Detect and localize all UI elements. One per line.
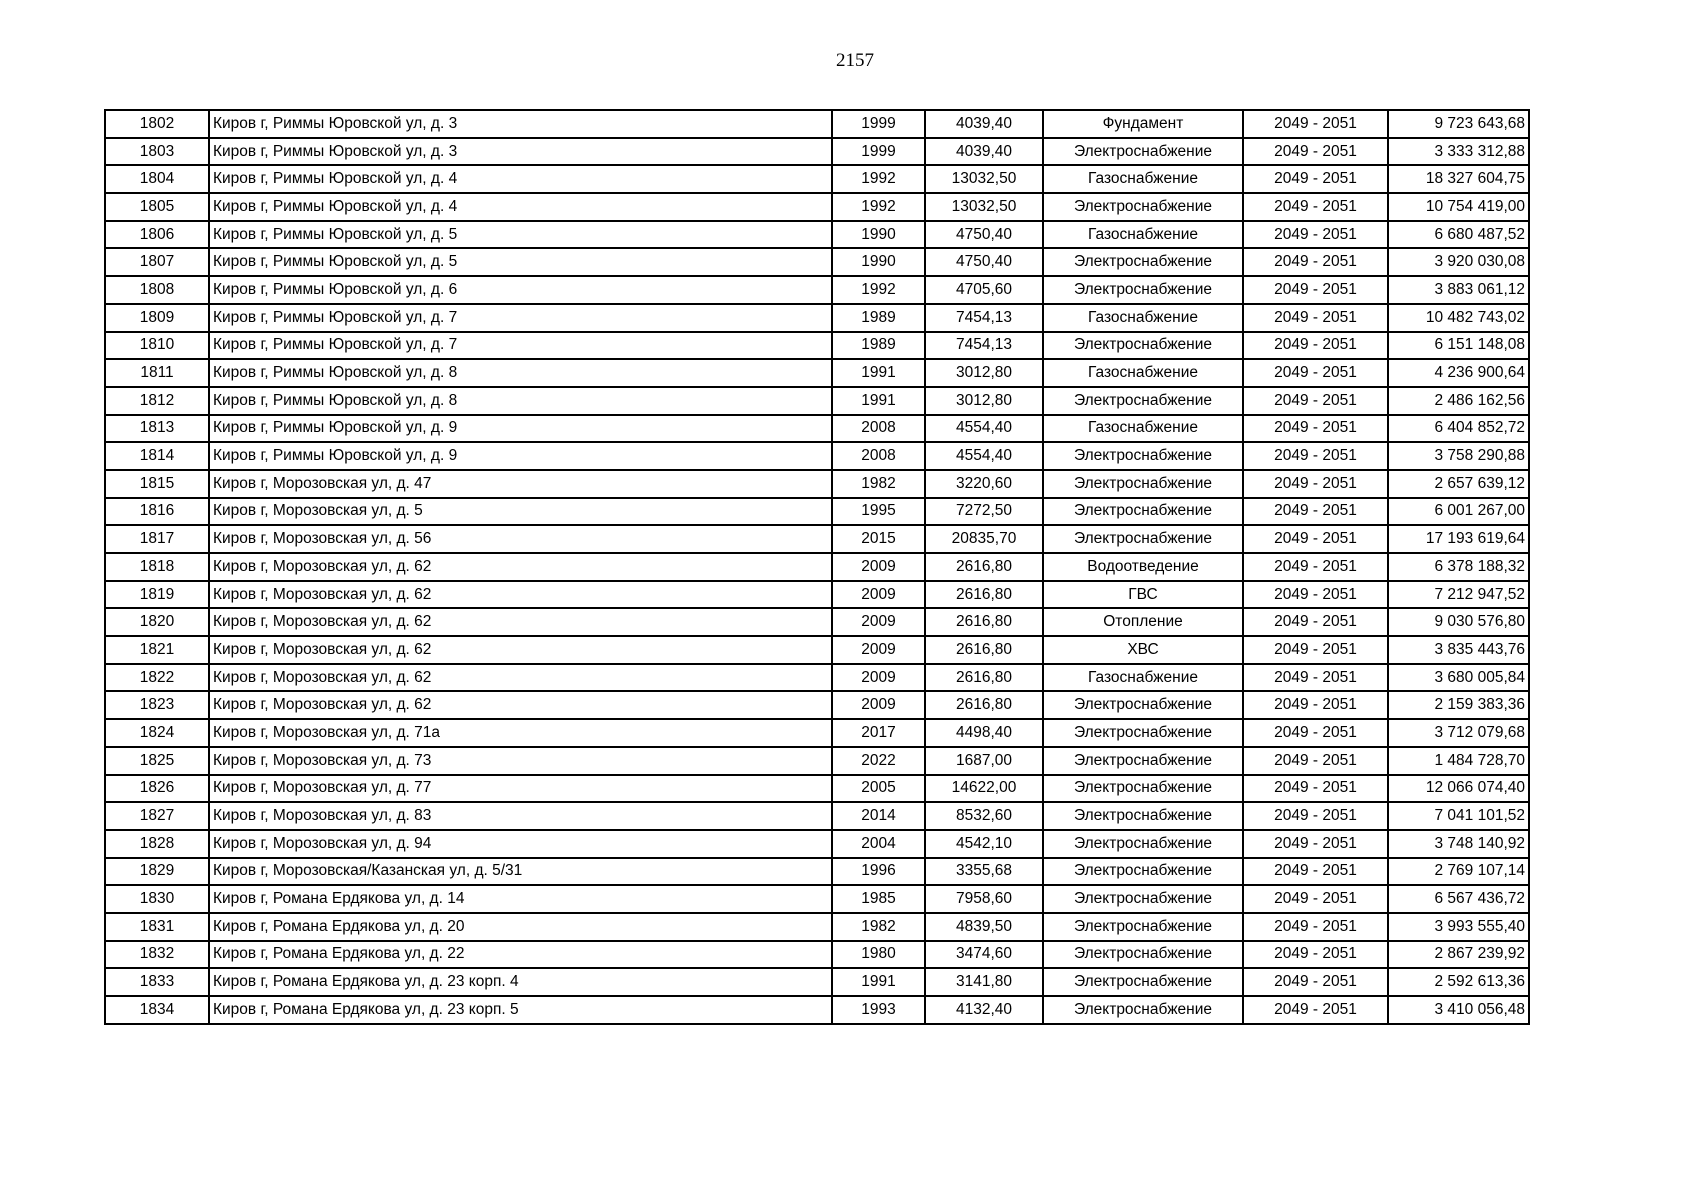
cost-cell: 6 680 487,52 xyxy=(1388,221,1529,249)
table-row xyxy=(105,193,1529,221)
area-cell: 14622,00 xyxy=(925,775,1043,803)
cost-cell: 3 410 056,48 xyxy=(1388,996,1529,1024)
area-cell: 2616,80 xyxy=(925,636,1043,664)
address-cell: Киров г, Морозовская ул, д. 94 xyxy=(209,830,832,858)
year-cell: 1982 xyxy=(832,913,925,941)
address-cell: Киров г, Морозовская ул, д. 62 xyxy=(209,581,832,609)
row-number: 1802 xyxy=(105,110,209,138)
table-row xyxy=(105,664,1529,692)
work-type-cell: Газоснабжение xyxy=(1043,359,1243,387)
row-number: 1805 xyxy=(105,193,209,221)
address-cell: Киров г, Морозовская ул, д. 47 xyxy=(209,470,832,498)
row-number: 1809 xyxy=(105,304,209,332)
cost-cell: 3 883 061,12 xyxy=(1388,276,1529,304)
table-row xyxy=(105,608,1529,636)
cost-cell: 2 159 383,36 xyxy=(1388,691,1529,719)
table-row xyxy=(105,359,1529,387)
work-type-cell: Электроснабжение xyxy=(1043,996,1243,1024)
row-number: 1815 xyxy=(105,470,209,498)
period-cell: 2049 - 2051 xyxy=(1243,248,1388,276)
area-cell: 2616,80 xyxy=(925,664,1043,692)
address-cell: Киров г, Риммы Юровской ул, д. 3 xyxy=(209,138,832,166)
year-cell: 1999 xyxy=(832,110,925,138)
cost-cell: 12 066 074,40 xyxy=(1388,775,1529,803)
row-number: 1808 xyxy=(105,276,209,304)
address-cell: Киров г, Романа Ердякова ул, д. 14 xyxy=(209,885,832,913)
area-cell: 4498,40 xyxy=(925,719,1043,747)
period-cell: 2049 - 2051 xyxy=(1243,415,1388,443)
cost-cell: 7 041 101,52 xyxy=(1388,802,1529,830)
row-number: 1813 xyxy=(105,415,209,443)
period-cell: 2049 - 2051 xyxy=(1243,359,1388,387)
period-cell: 2049 - 2051 xyxy=(1243,221,1388,249)
table-row xyxy=(105,802,1529,830)
cost-cell: 2 592 613,36 xyxy=(1388,968,1529,996)
period-cell: 2049 - 2051 xyxy=(1243,138,1388,166)
work-type-cell: Фундамент xyxy=(1043,110,1243,138)
period-cell: 2049 - 2051 xyxy=(1243,941,1388,969)
cost-cell: 9 030 576,80 xyxy=(1388,608,1529,636)
row-number: 1834 xyxy=(105,996,209,1024)
table-row xyxy=(105,996,1529,1024)
area-cell: 3141,80 xyxy=(925,968,1043,996)
period-cell: 2049 - 2051 xyxy=(1243,304,1388,332)
cost-cell: 6 567 436,72 xyxy=(1388,885,1529,913)
area-cell: 7454,13 xyxy=(925,332,1043,360)
cost-cell: 6 001 267,00 xyxy=(1388,498,1529,526)
year-cell: 2009 xyxy=(832,581,925,609)
area-cell: 8532,60 xyxy=(925,802,1043,830)
period-cell: 2049 - 2051 xyxy=(1243,636,1388,664)
area-cell: 3355,68 xyxy=(925,858,1043,886)
address-cell: Киров г, Морозовская ул, д. 5 xyxy=(209,498,832,526)
address-cell: Киров г, Морозовская ул, д. 62 xyxy=(209,664,832,692)
year-cell: 1991 xyxy=(832,359,925,387)
table-row xyxy=(105,332,1529,360)
year-cell: 1985 xyxy=(832,885,925,913)
row-number: 1828 xyxy=(105,830,209,858)
period-cell: 2049 - 2051 xyxy=(1243,553,1388,581)
year-cell: 2009 xyxy=(832,691,925,719)
year-cell: 1999 xyxy=(832,138,925,166)
work-type-cell: ХВС xyxy=(1043,636,1243,664)
period-cell: 2049 - 2051 xyxy=(1243,498,1388,526)
table-row xyxy=(105,581,1529,609)
table-row xyxy=(105,221,1529,249)
address-cell: Киров г, Морозовская/Казанская ул, д. 5/31 xyxy=(209,858,832,886)
page-number: 2157 xyxy=(836,50,874,71)
table-row xyxy=(105,248,1529,276)
work-type-cell: Электроснабжение xyxy=(1043,248,1243,276)
address-cell: Киров г, Риммы Юровской ул, д. 3 xyxy=(209,110,832,138)
row-number: 1819 xyxy=(105,581,209,609)
year-cell: 1996 xyxy=(832,858,925,886)
period-cell: 2049 - 2051 xyxy=(1243,913,1388,941)
address-cell: Киров г, Риммы Юровской ул, д. 7 xyxy=(209,332,832,360)
row-number: 1804 xyxy=(105,165,209,193)
cost-cell: 6 378 188,32 xyxy=(1388,553,1529,581)
table-row xyxy=(105,415,1529,443)
table-row xyxy=(105,470,1529,498)
cost-cell: 2 486 162,56 xyxy=(1388,387,1529,415)
table-row xyxy=(105,719,1529,747)
period-cell: 2049 - 2051 xyxy=(1243,193,1388,221)
work-type-cell: Электроснабжение xyxy=(1043,332,1243,360)
year-cell: 2009 xyxy=(832,553,925,581)
address-cell: Киров г, Риммы Юровской ул, д. 9 xyxy=(209,415,832,443)
year-cell: 2008 xyxy=(832,442,925,470)
table-row xyxy=(105,387,1529,415)
year-cell: 1991 xyxy=(832,968,925,996)
year-cell: 1992 xyxy=(832,193,925,221)
work-type-cell: Электроснабжение xyxy=(1043,941,1243,969)
address-cell: Киров г, Морозовская ул, д. 62 xyxy=(209,691,832,719)
work-type-cell: Газоснабжение xyxy=(1043,165,1243,193)
address-cell: Киров г, Риммы Юровской ул, д. 9 xyxy=(209,442,832,470)
row-number: 1829 xyxy=(105,858,209,886)
cost-cell: 3 712 079,68 xyxy=(1388,719,1529,747)
cost-cell: 7 212 947,52 xyxy=(1388,581,1529,609)
work-type-cell: Электроснабжение xyxy=(1043,387,1243,415)
address-cell: Киров г, Риммы Юровской ул, д. 6 xyxy=(209,276,832,304)
year-cell: 2022 xyxy=(832,747,925,775)
cost-cell: 3 680 005,84 xyxy=(1388,664,1529,692)
cost-cell: 2 867 239,92 xyxy=(1388,941,1529,969)
area-cell: 3474,60 xyxy=(925,941,1043,969)
area-cell: 13032,50 xyxy=(925,165,1043,193)
period-cell: 2049 - 2051 xyxy=(1243,802,1388,830)
period-cell: 2049 - 2051 xyxy=(1243,581,1388,609)
table-row xyxy=(105,885,1529,913)
period-cell: 2049 - 2051 xyxy=(1243,691,1388,719)
table-row xyxy=(105,858,1529,886)
work-type-cell: Электроснабжение xyxy=(1043,802,1243,830)
area-cell: 3012,80 xyxy=(925,387,1043,415)
address-cell: Киров г, Романа Ердякова ул, д. 23 корп. 5 xyxy=(209,996,832,1024)
row-number: 1822 xyxy=(105,664,209,692)
table-row xyxy=(105,442,1529,470)
address-cell: Киров г, Морозовская ул, д. 71а xyxy=(209,719,832,747)
address-cell: Киров г, Романа Ердякова ул, д. 22 xyxy=(209,941,832,969)
period-cell: 2049 - 2051 xyxy=(1243,470,1388,498)
cost-cell: 17 193 619,64 xyxy=(1388,525,1529,553)
area-cell: 13032,50 xyxy=(925,193,1043,221)
row-number: 1812 xyxy=(105,387,209,415)
work-type-cell: Электроснабжение xyxy=(1043,747,1243,775)
area-cell: 4750,40 xyxy=(925,248,1043,276)
table-row xyxy=(105,165,1529,193)
address-cell: Киров г, Риммы Юровской ул, д. 4 xyxy=(209,165,832,193)
area-cell: 3220,60 xyxy=(925,470,1043,498)
address-cell: Киров г, Риммы Юровской ул, д. 8 xyxy=(209,359,832,387)
work-type-cell: Электроснабжение xyxy=(1043,691,1243,719)
table-row xyxy=(105,525,1529,553)
area-cell: 20835,70 xyxy=(925,525,1043,553)
year-cell: 2004 xyxy=(832,830,925,858)
work-type-cell: Газоснабжение xyxy=(1043,415,1243,443)
year-cell: 1982 xyxy=(832,470,925,498)
cost-cell: 3 758 290,88 xyxy=(1388,442,1529,470)
area-cell: 7958,60 xyxy=(925,885,1043,913)
row-number: 1803 xyxy=(105,138,209,166)
address-cell: Киров г, Морозовская ул, д. 62 xyxy=(209,553,832,581)
cost-cell: 3 993 555,40 xyxy=(1388,913,1529,941)
area-cell: 4554,40 xyxy=(925,415,1043,443)
table-row xyxy=(105,304,1529,332)
work-type-cell: Газоснабжение xyxy=(1043,304,1243,332)
period-cell: 2049 - 2051 xyxy=(1243,387,1388,415)
row-number: 1820 xyxy=(105,608,209,636)
cost-cell: 6 151 148,08 xyxy=(1388,332,1529,360)
address-cell: Киров г, Риммы Юровской ул, д. 5 xyxy=(209,221,832,249)
work-type-cell: Электроснабжение xyxy=(1043,498,1243,526)
year-cell: 2017 xyxy=(832,719,925,747)
period-cell: 2049 - 2051 xyxy=(1243,968,1388,996)
row-number: 1833 xyxy=(105,968,209,996)
year-cell: 1990 xyxy=(832,221,925,249)
address-cell: Киров г, Морозовская ул, д. 56 xyxy=(209,525,832,553)
area-cell: 4839,50 xyxy=(925,913,1043,941)
period-cell: 2049 - 2051 xyxy=(1243,858,1388,886)
row-number: 1807 xyxy=(105,248,209,276)
cost-cell: 3 920 030,08 xyxy=(1388,248,1529,276)
work-type-cell: Электроснабжение xyxy=(1043,719,1243,747)
address-cell: Киров г, Романа Ердякова ул, д. 23 корп. 4 xyxy=(209,968,832,996)
period-cell: 2049 - 2051 xyxy=(1243,332,1388,360)
work-type-cell: Электроснабжение xyxy=(1043,442,1243,470)
area-cell: 4542,10 xyxy=(925,830,1043,858)
table-row xyxy=(105,830,1529,858)
table-row xyxy=(105,636,1529,664)
work-type-cell: Электроснабжение xyxy=(1043,885,1243,913)
address-cell: Киров г, Риммы Юровской ул, д. 8 xyxy=(209,387,832,415)
area-cell: 7272,50 xyxy=(925,498,1043,526)
area-cell: 7454,13 xyxy=(925,304,1043,332)
row-number: 1818 xyxy=(105,553,209,581)
work-type-cell: Электроснабжение xyxy=(1043,193,1243,221)
area-cell: 2616,80 xyxy=(925,691,1043,719)
address-cell: Киров г, Романа Ердякова ул, д. 20 xyxy=(209,913,832,941)
row-number: 1826 xyxy=(105,775,209,803)
row-number: 1825 xyxy=(105,747,209,775)
period-cell: 2049 - 2051 xyxy=(1243,775,1388,803)
area-cell: 4705,60 xyxy=(925,276,1043,304)
work-type-cell: Электроснабжение xyxy=(1043,968,1243,996)
row-number: 1811 xyxy=(105,359,209,387)
cost-cell: 2 657 639,12 xyxy=(1388,470,1529,498)
cost-cell: 3 748 140,92 xyxy=(1388,830,1529,858)
work-type-cell: Электроснабжение xyxy=(1043,276,1243,304)
table-row xyxy=(105,138,1529,166)
table-row xyxy=(105,276,1529,304)
period-cell: 2049 - 2051 xyxy=(1243,747,1388,775)
period-cell: 2049 - 2051 xyxy=(1243,165,1388,193)
address-cell: Киров г, Морозовская ул, д. 62 xyxy=(209,608,832,636)
area-cell: 4039,40 xyxy=(925,110,1043,138)
year-cell: 2015 xyxy=(832,525,925,553)
address-cell: Киров г, Морозовская ул, д. 62 xyxy=(209,636,832,664)
address-cell: Киров г, Морозовская ул, д. 77 xyxy=(209,775,832,803)
registry-table xyxy=(104,109,1530,1025)
work-type-cell: Электроснабжение xyxy=(1043,858,1243,886)
cost-cell: 1 484 728,70 xyxy=(1388,747,1529,775)
table-row xyxy=(105,913,1529,941)
row-number: 1821 xyxy=(105,636,209,664)
area-cell: 4039,40 xyxy=(925,138,1043,166)
row-number: 1830 xyxy=(105,885,209,913)
row-number: 1814 xyxy=(105,442,209,470)
table-row xyxy=(105,691,1529,719)
period-cell: 2049 - 2051 xyxy=(1243,719,1388,747)
table-body xyxy=(105,110,1529,1024)
year-cell: 2009 xyxy=(832,636,925,664)
work-type-cell: Электроснабжение xyxy=(1043,470,1243,498)
year-cell: 1992 xyxy=(832,276,925,304)
address-cell: Киров г, Морозовская ул, д. 73 xyxy=(209,747,832,775)
table-row xyxy=(105,941,1529,969)
area-cell: 4132,40 xyxy=(925,996,1043,1024)
year-cell: 2009 xyxy=(832,608,925,636)
area-cell: 2616,80 xyxy=(925,581,1043,609)
work-type-cell: Отопление xyxy=(1043,608,1243,636)
table-row xyxy=(105,775,1529,803)
address-cell: Киров г, Риммы Юровской ул, д. 5 xyxy=(209,248,832,276)
cost-cell: 2 769 107,14 xyxy=(1388,858,1529,886)
work-type-cell: Газоснабжение xyxy=(1043,221,1243,249)
work-type-cell: Электроснабжение xyxy=(1043,138,1243,166)
year-cell: 1990 xyxy=(832,248,925,276)
row-number: 1817 xyxy=(105,525,209,553)
cost-cell: 18 327 604,75 xyxy=(1388,165,1529,193)
period-cell: 2049 - 2051 xyxy=(1243,830,1388,858)
period-cell: 2049 - 2051 xyxy=(1243,608,1388,636)
area-cell: 4750,40 xyxy=(925,221,1043,249)
period-cell: 2049 - 2051 xyxy=(1243,276,1388,304)
work-type-cell: Электроснабжение xyxy=(1043,775,1243,803)
area-cell: 2616,80 xyxy=(925,608,1043,636)
row-number: 1831 xyxy=(105,913,209,941)
table-row xyxy=(105,110,1529,138)
work-type-cell: Водоотведение xyxy=(1043,553,1243,581)
cost-cell: 3 333 312,88 xyxy=(1388,138,1529,166)
period-cell: 2049 - 2051 xyxy=(1243,442,1388,470)
cost-cell: 6 404 852,72 xyxy=(1388,415,1529,443)
year-cell: 1993 xyxy=(832,996,925,1024)
period-cell: 2049 - 2051 xyxy=(1243,664,1388,692)
year-cell: 1989 xyxy=(832,304,925,332)
row-number: 1816 xyxy=(105,498,209,526)
period-cell: 2049 - 2051 xyxy=(1243,885,1388,913)
address-cell: Киров г, Риммы Юровской ул, д. 7 xyxy=(209,304,832,332)
table-row xyxy=(105,747,1529,775)
year-cell: 1991 xyxy=(832,387,925,415)
year-cell: 1989 xyxy=(832,332,925,360)
year-cell: 2009 xyxy=(832,664,925,692)
year-cell: 1980 xyxy=(832,941,925,969)
work-type-cell: Электроснабжение xyxy=(1043,830,1243,858)
row-number: 1827 xyxy=(105,802,209,830)
work-type-cell: Электроснабжение xyxy=(1043,525,1243,553)
work-type-cell: ГВС xyxy=(1043,581,1243,609)
address-cell: Киров г, Морозовская ул, д. 83 xyxy=(209,802,832,830)
area-cell: 1687,00 xyxy=(925,747,1043,775)
row-number: 1823 xyxy=(105,691,209,719)
work-type-cell: Газоснабжение xyxy=(1043,664,1243,692)
table-row xyxy=(105,968,1529,996)
address-cell: Киров г, Риммы Юровской ул, д. 4 xyxy=(209,193,832,221)
year-cell: 2005 xyxy=(832,775,925,803)
year-cell: 2008 xyxy=(832,415,925,443)
cost-cell: 3 835 443,76 xyxy=(1388,636,1529,664)
period-cell: 2049 - 2051 xyxy=(1243,525,1388,553)
area-cell: 4554,40 xyxy=(925,442,1043,470)
table-row xyxy=(105,498,1529,526)
cost-cell: 10 754 419,00 xyxy=(1388,193,1529,221)
year-cell: 1995 xyxy=(832,498,925,526)
cost-cell: 9 723 643,68 xyxy=(1388,110,1529,138)
area-cell: 3012,80 xyxy=(925,359,1043,387)
year-cell: 1992 xyxy=(832,165,925,193)
row-number: 1810 xyxy=(105,332,209,360)
row-number: 1806 xyxy=(105,221,209,249)
period-cell: 2049 - 2051 xyxy=(1243,996,1388,1024)
work-type-cell: Электроснабжение xyxy=(1043,913,1243,941)
cost-cell: 10 482 743,02 xyxy=(1388,304,1529,332)
table-row xyxy=(105,553,1529,581)
period-cell: 2049 - 2051 xyxy=(1243,110,1388,138)
row-number: 1832 xyxy=(105,941,209,969)
cost-cell: 4 236 900,64 xyxy=(1388,359,1529,387)
year-cell: 2014 xyxy=(832,802,925,830)
row-number: 1824 xyxy=(105,719,209,747)
area-cell: 2616,80 xyxy=(925,553,1043,581)
